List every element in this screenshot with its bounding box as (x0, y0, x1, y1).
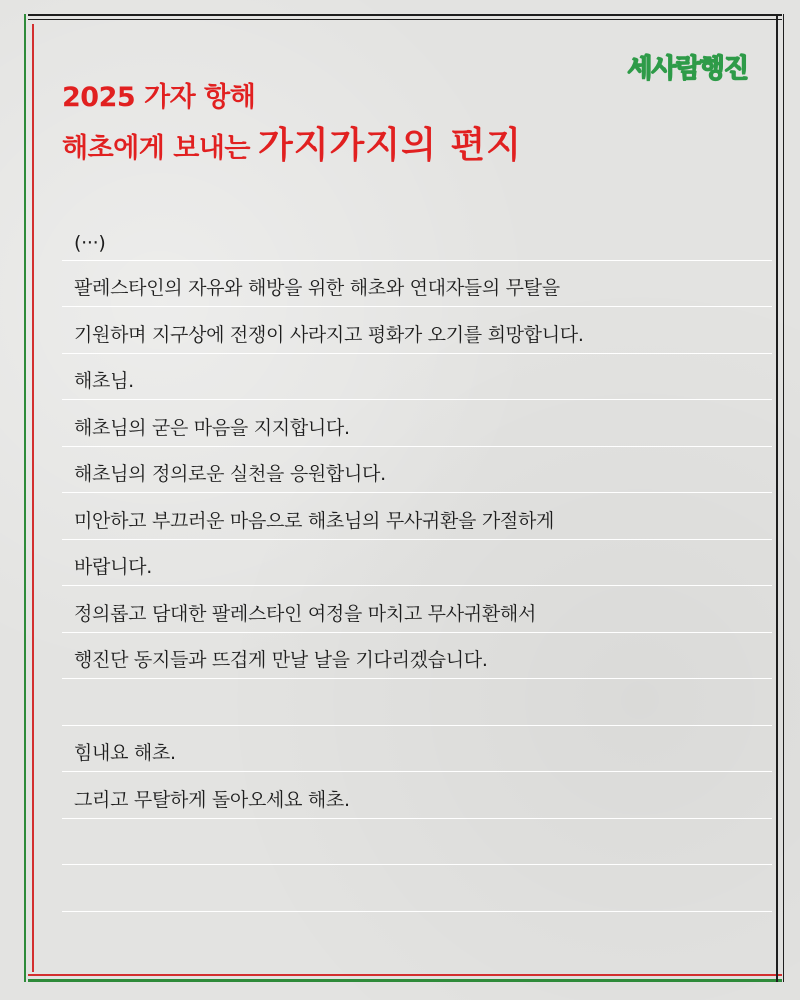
letter-text: 미안하고 부끄러운 마음으로 해초님의 무사귀환을 가절하게 (74, 509, 555, 532)
letter-text: 정의롭고 담대한 팔레스타인 여정을 마치고 무사귀환해서 (74, 602, 536, 625)
letter-text: 바랍니다. (74, 556, 152, 578)
letter-line (62, 307, 772, 354)
letter-line (62, 819, 772, 866)
frame-top-line-thin (28, 19, 782, 20)
letter-text: 해초님. (74, 370, 134, 392)
logo: 세사람행진 (627, 54, 748, 84)
frame-left-green-line (24, 14, 26, 982)
letter-body (62, 214, 772, 912)
title-emphasis: 가지가지의 편지 (257, 125, 522, 166)
letter-line (62, 633, 772, 680)
frame-left-red-line (32, 24, 34, 972)
letter-line (62, 354, 772, 401)
frame-top-line (28, 14, 782, 16)
letter-line (62, 679, 772, 726)
letter-text: 행진단 동지들과 뜨겁게 만날 날을 기다리겠습니다. (74, 649, 488, 671)
letter-line (62, 726, 772, 773)
letter-text: (···) (74, 231, 106, 254)
letter-line (62, 540, 772, 587)
title-line-2 (62, 126, 522, 169)
page-title (62, 80, 522, 169)
letter-line (62, 865, 772, 912)
title-prefix: 해초에게 보내는 (62, 133, 250, 164)
frame-right-line-thin (783, 14, 784, 982)
letter-text: 해초님의 굳은 마음을 지지합니다. (74, 416, 350, 439)
letter-text: 기원하며 지구상에 전쟁이 사라지고 평화가 오기를 희망합니다. (74, 323, 584, 346)
letter-text: 힘내요 해초. (74, 742, 176, 764)
letter-line (62, 214, 772, 261)
letter-line (62, 447, 772, 494)
letter-text: 해초님의 정의로운 실천을 응원합니다. (74, 463, 386, 485)
letter-line (62, 261, 772, 308)
letter-text: 팔레스타인의 자유와 해방을 위한 해초와 연대자들의 무탈을 (74, 277, 560, 299)
letter-line (62, 772, 772, 819)
frame-bottom-red-line (28, 974, 782, 976)
letter-line (62, 400, 772, 447)
frame-bottom-green-line (28, 979, 782, 982)
letter-line (62, 493, 772, 540)
title-line-1: 2025 가자 항해 (62, 82, 256, 113)
letter-line (62, 586, 772, 633)
letter-text: 그리고 무탈하게 돌아오세요 해초. (74, 788, 350, 811)
frame-right-line (776, 14, 778, 982)
